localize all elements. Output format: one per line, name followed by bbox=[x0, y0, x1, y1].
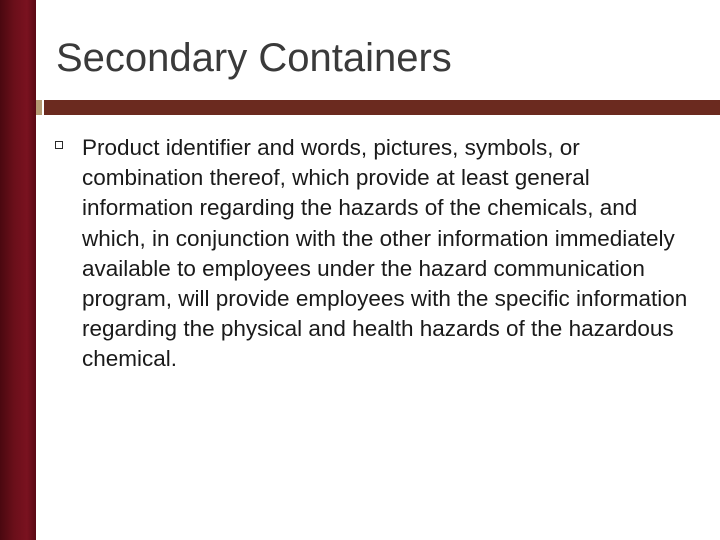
left-decorative-band bbox=[0, 0, 36, 540]
bullet-item bbox=[54, 133, 694, 375]
slide-title: Secondary Containers bbox=[56, 36, 452, 80]
title-underline-rule bbox=[36, 100, 720, 115]
bullet-text: Product identifier and words, pictures, symbols, or combination thereof, which provide at least general information regarding the hazards of the chemicals, and which, in conjunction with the other information immediately available to employees under the hazard communication program, will provide employees with the specific information regarding the physical and health hazards of the hazardous chemical. bbox=[82, 135, 688, 372]
title-rule-bar bbox=[44, 100, 720, 115]
bullet-list bbox=[54, 133, 694, 375]
hollow-square-bullet-icon bbox=[55, 141, 63, 149]
title-rule-accent bbox=[36, 100, 42, 115]
